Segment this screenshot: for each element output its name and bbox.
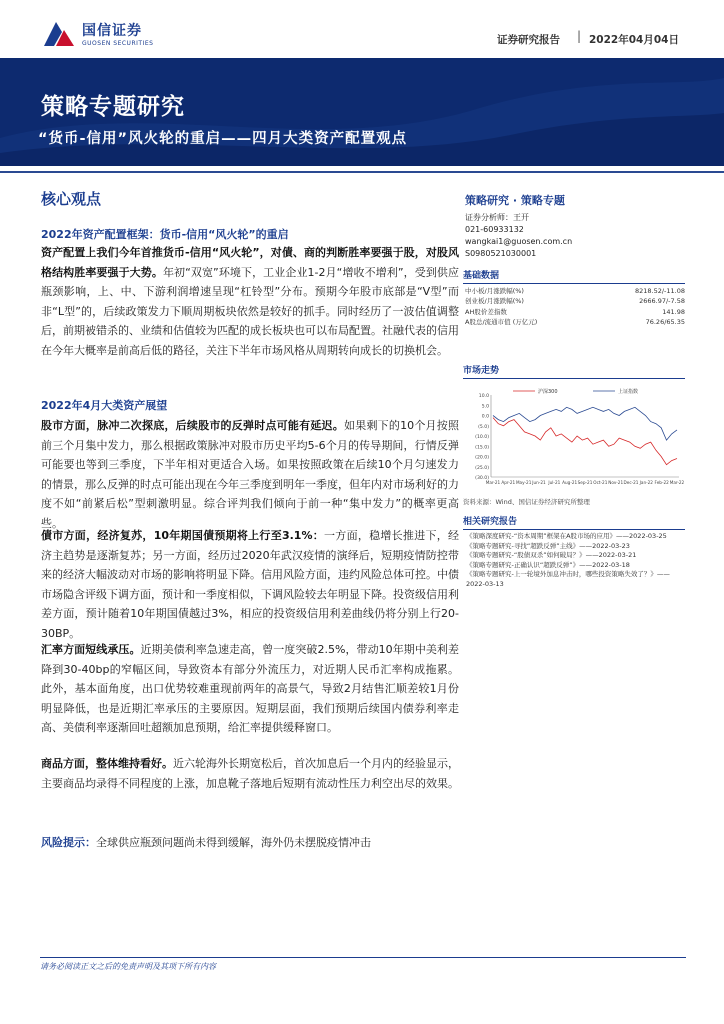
x-tick-label: Nov-21 (608, 480, 624, 485)
risk-warning (41, 834, 371, 850)
analyst-info (465, 212, 572, 260)
basic-data-heading: 基础数据 (463, 268, 685, 284)
related-report-item[interactable] (466, 532, 686, 542)
related-report-title[interactable]: 《策略专题研究-寻找“超跌反弹”主线》 (466, 541, 580, 550)
related-report-item[interactable] (466, 542, 686, 552)
y-tick-label: (15.0) (475, 445, 489, 451)
report-type: 证券研究报告 (497, 34, 560, 46)
risk-label: 风险提示： (41, 836, 96, 849)
analyst-cert: S0980521030001 (465, 249, 537, 258)
brand-name-en: GUOSEN SECURITIES (82, 40, 154, 47)
related-report-title[interactable]: 《策略专题研究-正确认识“超跌反弹”》 (466, 560, 580, 569)
x-tick-label: Apr-21 (501, 480, 516, 485)
basic-data-row (465, 307, 685, 317)
basic-data-row (465, 317, 685, 327)
related-report-title[interactable]: 《策略深度研究-“资本周期”框架在A股市场的应用》 (466, 532, 617, 540)
basic-data-value: 141.98 (662, 307, 685, 316)
related-reports-list (466, 532, 686, 590)
guosen-logo-icon (42, 18, 76, 48)
y-tick-label: (25.0) (475, 465, 489, 471)
basic-data-value: 2666.97/-7.58 (639, 297, 685, 306)
paragraph-stocks (41, 416, 459, 534)
section-heading-framework: 2022年资产配置框架：货币-信用“风火轮”的重启 (41, 228, 289, 241)
x-tick-label: Mar-21 (485, 480, 501, 485)
analyst-name: 证券分析师：王开 (465, 213, 529, 222)
related-report-date: ——2022-03-21 (585, 551, 637, 560)
paragraph-lead: 资产配置上我们今年首推货币-信用“风火轮”，对債、商的判断胜率要强于股，对股风格结构胜率要强于大势。 (41, 246, 459, 279)
x-tick-label: Aug-21 (562, 480, 578, 485)
chart-source: 资料来源：Wind、国信证券经济研究所整理 (463, 498, 590, 506)
page-title: 策略专题研究 (41, 94, 185, 120)
x-tick-label: Oct-21 (593, 480, 608, 485)
series-line-shanghai (493, 407, 677, 440)
page-subtitle: “货币-信用”风火轮的重启——四月大类资产配置观点 (38, 131, 408, 147)
related-report-title[interactable]: 《策略专题研究-“股债双杀”如何破局？》 (466, 551, 586, 560)
y-tick-label: (30.0) (475, 476, 489, 481)
footer-disclaimer: 请务必阅读正文之后的免责声明及其项下所有内容 (40, 962, 216, 971)
paragraph-lead: 股市方面，脉冲二次探底，后续股市的反弹时点可能有延迟。 (41, 419, 344, 432)
y-tick-label: (10.0) (475, 435, 489, 440)
basic-data-table (465, 286, 685, 328)
x-tick-label: Jan-22 (639, 480, 653, 485)
paragraph-lead: 債市方面，经济复苏，10年期国債预期将上行至3.1%： (41, 529, 325, 542)
related-report-title[interactable]: 《策略专题研究-上一轮境外加息冲击时，哪些投资策略失效了？》 (466, 570, 657, 579)
related-report-date: ——2022-03-25 (616, 532, 667, 540)
basic-data-value: 76.26/65.35 (645, 318, 685, 327)
paragraph-fx (41, 640, 459, 738)
related-report-date: ——2022-03-23 (579, 541, 630, 550)
x-tick-label: Mar-22 (669, 480, 685, 485)
brand-name: 国信证券 (82, 23, 142, 39)
report-category: 策略研究 · 策略专题 (465, 194, 565, 207)
related-reports-heading: 相关研究报告 (463, 514, 685, 530)
paragraph-body: 一方面，稳增长推进下，经济主趋势是逐渐复苏；另一方面，经历过2020年武汉疫情的演绎后，短期疫情防控带来的经济大幅波动对市场的影响将明显下降。信用风险方面，违约风险总体可控。中债市场隐含评级下调方面，预计和一季度相似，下调风险较去年明显下降。投资级信用利差方面，预计随着10年期国債越过3%，相应的投资级信用利差曲线仍将分别上行20-30BP。 (41, 529, 459, 640)
related-report-date: ——2022-03-18 (579, 560, 630, 569)
y-tick-label: (5.0) (478, 424, 489, 430)
y-tick-label: 10.0 (478, 394, 489, 399)
y-tick-label: 5.0 (481, 404, 489, 410)
basic-data-row (465, 286, 685, 296)
x-tick-label: Jun-21 (532, 480, 546, 485)
basic-data-row (465, 296, 685, 306)
y-tick-label: (20.0) (475, 455, 489, 461)
related-report-item[interactable] (466, 561, 686, 571)
report-date: 2022年04月04日 (589, 34, 679, 46)
x-tick-label: May-21 (515, 480, 532, 485)
paragraph-body: 近六轮海外长期宽松后，首次加息后一个月内的经验显示，主要商品均录得不同程度的上涨，加息靴子落地后短期有流动性压力利空出尽的效果。 (41, 757, 459, 790)
paragraph-framework (41, 243, 459, 361)
related-report-date: ——2022-03-13 (466, 570, 670, 588)
market-trend-heading: 市场走势 (463, 363, 685, 379)
paragraph-bonds (41, 526, 459, 644)
basic-data-label: 创业板/月涨跌幅(%) (465, 297, 524, 306)
basic-data-value: 8218.52/-11.08 (634, 287, 685, 295)
basic-data-label: A股总/流通市值 (万亿元) (465, 318, 538, 327)
core-view-title: 核心观点 (41, 190, 102, 208)
x-tick-label: Sep-21 (577, 480, 593, 485)
risk-text: 全球供应瓶颈问题尚未得到缓解，海外仍未摆脱疫情冲击 (96, 836, 371, 849)
paragraph-commodities (41, 754, 459, 793)
x-tick-label: Jul-21 (548, 480, 561, 485)
legend-label: 沪深300 (538, 389, 558, 395)
y-tick-label: 0.0 (481, 414, 489, 420)
paragraph-lead: 商品方面，整体维持看好。 (41, 757, 173, 770)
related-report-item[interactable] (466, 570, 686, 589)
paragraph-body: 年初“双宽”环境下，工业企业1-2月“增收不增利”，受到供应瓶颈影响，上、中、下游利润增速呈现“杠铃型”分布。预期今年股市底部是“V型”而非“L型”的，后续政策发力下顺周期板块依然是较好的抓手。同时经历了一波估值调整后，前期被错杀的、业绩和估值较为匹配的成长板块也可以布局配置。社融代表的信用在今年大概率是前高后低的路径，关注下半年市场风格从周期转向成长的切换机会。 (41, 265, 459, 357)
header-separator: | (577, 29, 582, 43)
basic-data-label: AH股价差指数 (465, 307, 507, 316)
x-tick-label: Dec-21 (623, 480, 639, 485)
x-tick-label: Feb-22 (654, 480, 669, 485)
footer-divider (40, 957, 686, 958)
analyst-email[interactable]: wangkai1@guosen.com.cn (465, 237, 573, 246)
market-trend-chart (463, 385, 685, 493)
series-line-hs300 (493, 418, 677, 465)
paragraph-body: 近期美债利率急速走高，曾一度突破2.5%，带动10年期中美利差降到30-40bp的窄幅区间，导致资本有部分外流压力，对近期人民币汇率构成拖累。此外，基本面角度，出口优势较难重现前两年的高景气，导致2月结售汇顺差较1月份明显降低，也是近期汇率承压的主要原因。短期层面，我们预期后续国内债券利率走高、美债利率逐渐回吐超额加息预期，给汇率提供缓释窗口。 (41, 643, 459, 735)
related-report-item[interactable] (466, 551, 686, 561)
paragraph-body: 如果剩下的10个月按照前三个月集中发力，那么根据政策脉冲对股市历史平均5-6个月的传导期间，行情反弹可能要也等到三季度，下半年相对更适合入场。如果按照政策在后续10个月匀速发力的情景，那么反弹的时点可能出现在今年三季度到明年一季度，但年内对市场利好的力度不如“前紧后松”型刺激明显。综合评判我们倾向于前一种“集中发力”的概率更高些。 (41, 419, 459, 530)
legend-label: 上证指数 (618, 389, 639, 395)
basic-data-label: 中小板/月涨跌幅(%) (465, 287, 524, 295)
paragraph-lead: 汇率方面短线承压。 (41, 643, 141, 656)
divider (0, 171, 724, 173)
analyst-phone: 021-60933132 (465, 225, 524, 234)
section-heading-outlook: 2022年4月大类资产展望 (41, 399, 168, 412)
